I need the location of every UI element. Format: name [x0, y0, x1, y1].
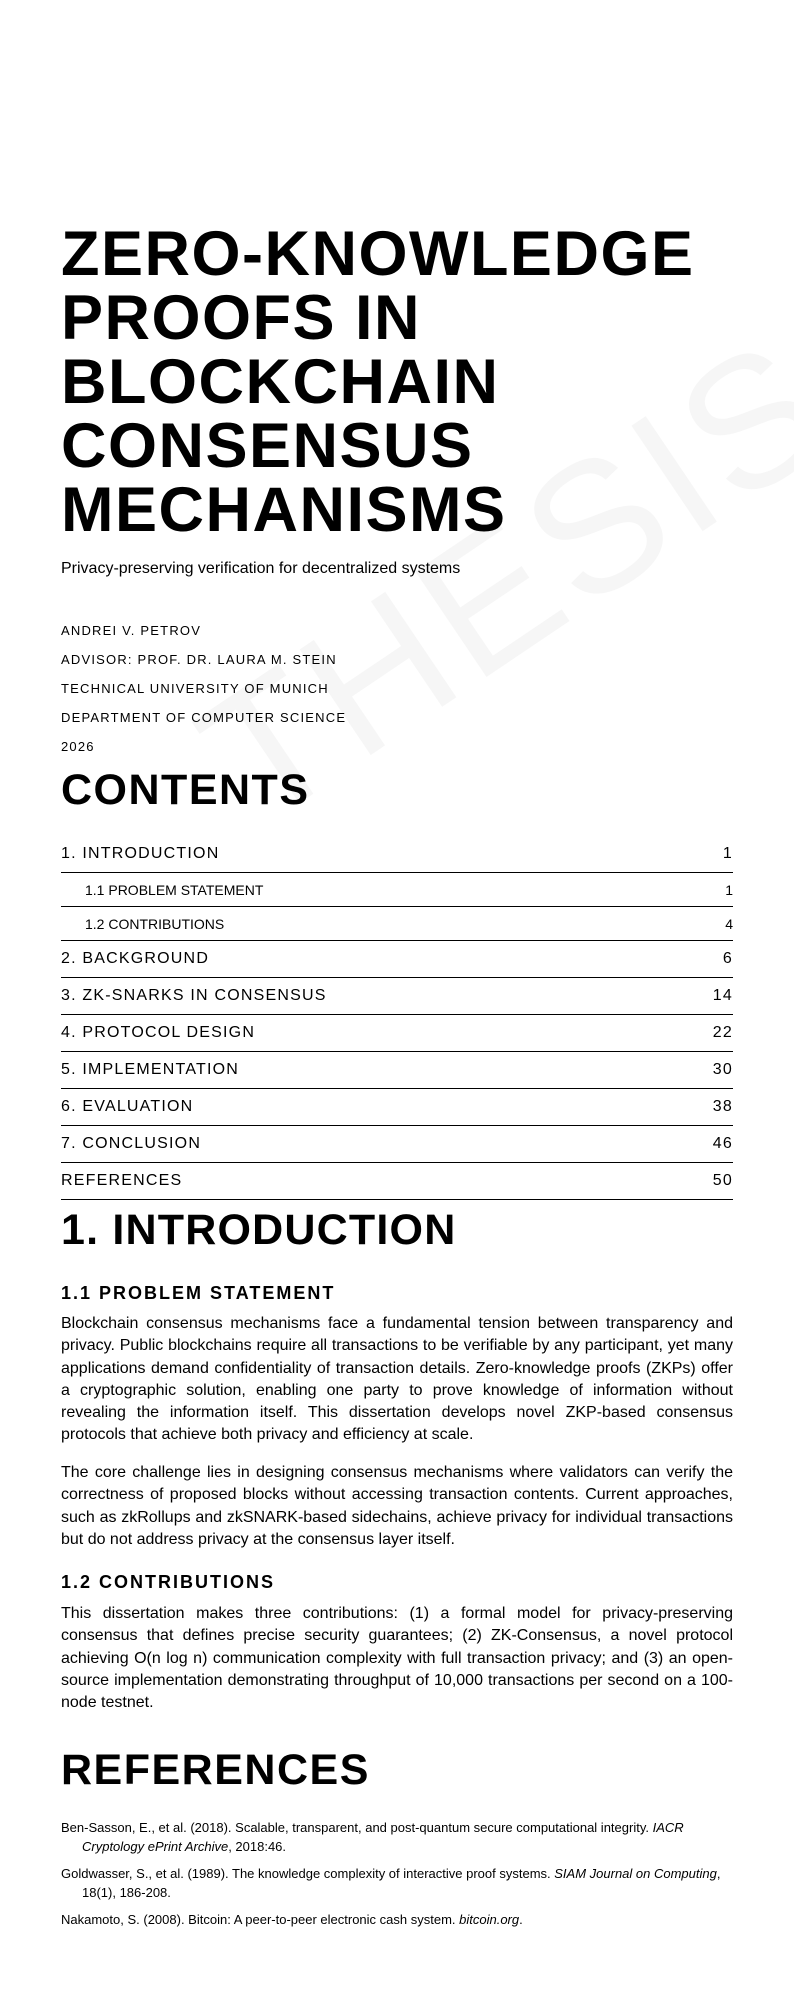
- toc-label: 7. CONCLUSION: [61, 1135, 202, 1152]
- introduction-heading: 1. INTRODUCTION: [61, 1206, 457, 1254]
- problem-statement-heading: 1.1 PROBLEM STATEMENT: [61, 1283, 336, 1303]
- reference-list: [61, 1818, 733, 1937]
- contributions-paragraph: This dissertation makes three contributions: (1) a formal model for privacy-preserving consensus that defines precise security guarantees; (2) ZK-Consensus, a novel protocol achieving O(n log n) communication complexity with full transaction privacy; and (3) an open-source implementation demonstrating throughput of 10,000 transactions per second on a 100-node testnet.: [61, 1605, 733, 1712]
- contents-heading: CONTENTS: [61, 766, 310, 814]
- toc-page: 1: [722, 845, 733, 862]
- contributions-heading: 1.2 CONTRIBUTIONS: [61, 1572, 276, 1592]
- title-line: CONSENSUS: [61, 411, 474, 481]
- toc-label: 2. BACKGROUND: [61, 950, 210, 967]
- references-heading: REFERENCES: [61, 1746, 370, 1794]
- toc-label: 5. IMPLEMENTATION: [61, 1061, 240, 1078]
- toc-label: 4. PROTOCOL DESIGN: [61, 1024, 256, 1041]
- toc-label: 3. ZK-SNARKS IN CONSENSUS: [61, 987, 327, 1004]
- toc-label: 1.2 CONTRIBUTIONS: [85, 915, 225, 932]
- thesis-title: [61, 219, 761, 545]
- toc-page: 30: [712, 1061, 733, 1078]
- author: ANDREI V. PETROV: [61, 623, 202, 638]
- toc-entry[interactable]: [61, 1163, 733, 1200]
- problem-statement-paragraph-2: The core challenge lies in designing consensus mechanisms where validators can verify the correctness of proposed blocks without accessing transaction contents. Current approaches, such as zkRollups and zkSNARK-based sidechains, achieve privacy for individual transactions but do not address privacy at the consensus layer itself.: [61, 1464, 733, 1548]
- subtitle: Privacy-preserving verification for decentralized systems: [61, 560, 461, 577]
- toc-entry[interactable]: [61, 1015, 733, 1052]
- title-line: BLOCKCHAIN: [61, 347, 500, 417]
- toc-entry[interactable]: [61, 1089, 733, 1126]
- table-of-contents: [61, 836, 733, 1200]
- toc-entry[interactable]: [61, 1126, 733, 1163]
- title-line: MECHANISMS: [61, 475, 507, 545]
- toc-page: 50: [712, 1172, 733, 1189]
- reference-item: Nakamoto, S. (2008). Bitcoin: A peer-to-peer electronic cash system. bitcoin.org.: [61, 1912, 523, 1927]
- reference-item: Goldwasser, S., et al. (1989). The knowledge complexity of interactive proof systems. SIAM Journal on Computing, 18(1), 186-208.: [61, 1866, 721, 1900]
- toc-page: 38: [712, 1098, 733, 1115]
- toc-entry[interactable]: [61, 873, 733, 907]
- problem-statement-paragraph-1: Blockchain consensus mechanisms face a fundamental tension between transparency and privacy. Public blockchains require all transactions to be verifiable by any participant, yet many applications demand confidentiality of transaction details. Zero-knowledge proofs (ZKPs) offer a cryptographic solution, enabling one party to prove knowledge of information without revealing the information itself. This dissertation develops novel ZKP-based consensus protocols that achieve both privacy and efficiency at scale.: [61, 1315, 733, 1444]
- toc-label: 6. EVALUATION: [61, 1098, 194, 1115]
- toc-page: 6: [722, 950, 733, 967]
- toc-page: 14: [712, 987, 733, 1004]
- title-line: PROOFS IN: [61, 283, 422, 353]
- university: TECHNICAL UNIVERSITY OF MUNICH: [61, 681, 329, 696]
- toc-entry[interactable]: [61, 978, 733, 1015]
- department: DEPARTMENT OF COMPUTER SCIENCE: [61, 710, 347, 725]
- toc-label: 1.1 PROBLEM STATEMENT: [85, 881, 264, 898]
- toc-entry[interactable]: [61, 941, 733, 978]
- toc-entry[interactable]: [61, 1052, 733, 1089]
- year: 2026: [61, 739, 95, 754]
- title-line: ZERO-KNOWLEDGE: [61, 219, 695, 289]
- toc-page: 22: [712, 1024, 733, 1041]
- advisor: ADVISOR: PROF. DR. LAURA M. STEIN: [61, 652, 337, 667]
- toc-page: 4: [725, 915, 733, 932]
- reference-venue: IACR Cryptology ePrint Archive: [82, 1820, 684, 1854]
- toc-page: 1: [725, 881, 733, 898]
- toc-label: 1. INTRODUCTION: [61, 845, 220, 862]
- reference-venue: SIAM Journal on Computing: [554, 1866, 717, 1881]
- reference-venue: bitcoin.org: [459, 1912, 520, 1927]
- toc-entry[interactable]: [61, 907, 733, 941]
- reference-item: Ben-Sasson, E., et al. (2018). Scalable, transparent, and post-quantum secure computational integrity. IACR Cryptology ePrint Archive, 2018:46.: [61, 1820, 684, 1854]
- toc-label: REFERENCES: [61, 1172, 183, 1189]
- toc-entry[interactable]: [61, 836, 733, 873]
- toc-page: 46: [712, 1135, 733, 1152]
